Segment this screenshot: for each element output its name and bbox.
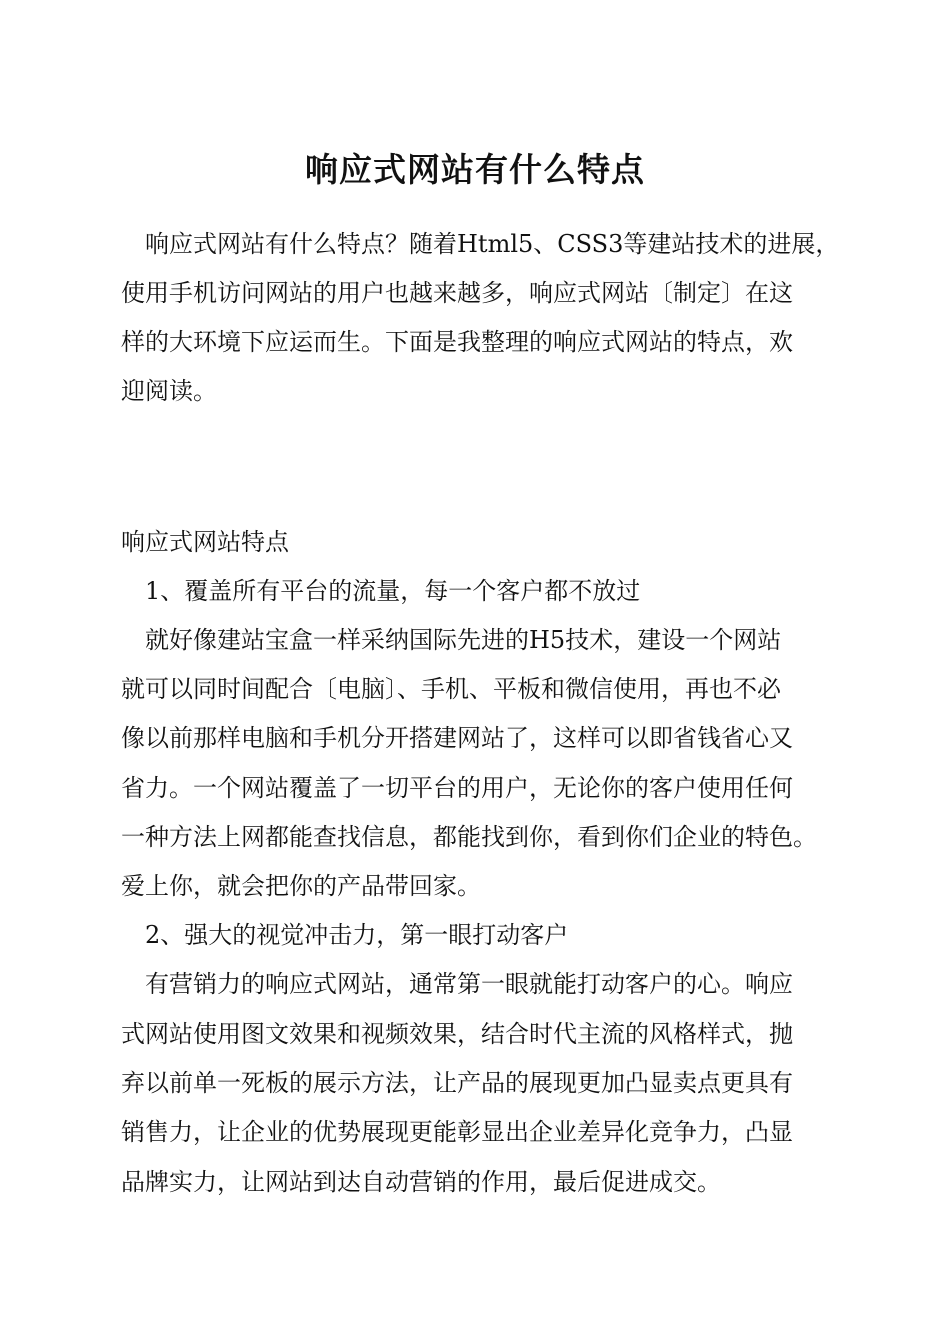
point-line: 一种方法上网都能查找信息，都能找到你，看到你们企业的特色。	[121, 823, 817, 851]
point-line: 有营销力的响应式网站，通常第一眼就能打动客户的心。响应	[145, 970, 793, 998]
intro-line: 使用手机访问网站的用户也越来越多，响应式网站〔制定〕在这	[121, 279, 793, 307]
intro-line: 迎阅读。	[121, 377, 217, 405]
point-line: 式网站使用图文效果和视频效果，结合时代主流的风格样式，抛	[121, 1020, 793, 1048]
point-line: 品牌实力，让网站到达自动营销的作用，最后促进成交。	[121, 1168, 721, 1196]
point-line: 就可以同时间配合〔电脑〕、手机、平板和微信使用，再也不必	[121, 675, 781, 703]
section-heading: 响应式网站特点	[121, 528, 289, 556]
point-line: 省力。一个网站覆盖了一切平台的用户，无论你的客户使用任何	[121, 774, 793, 802]
point-line: 像以前那样电脑和手机分开搭建网站了，这样可以即省钱省心又	[121, 724, 793, 752]
point-line: 就好像建站宝盒一样采纳国际先进的H5技术，建设一个网站	[145, 626, 782, 654]
document-title: 响应式网站有什么特点	[305, 150, 645, 189]
point-heading: 2、强大的视觉冲击力，第一眼打动客户	[145, 921, 569, 949]
intro-line: 样的大环境下应运而生。下面是我整理的响应式网站的特点，欢	[121, 328, 793, 356]
point-line: 爱上你，就会把你的产品带回家。	[121, 872, 481, 900]
point-heading: 1、覆盖所有平台的流量，每一个客户都不放过	[145, 577, 641, 605]
point-line: 销售力，让企业的优势展现更能彰显出企业差异化竞争力，凸显	[121, 1118, 793, 1146]
point-line: 弃以前单一死板的展示方法，让产品的展现更加凸显卖点更具有	[121, 1069, 793, 1097]
intro-line: 响应式网站有什么特点？随着Html5、CSS3等建站技术的进展，	[145, 230, 840, 258]
